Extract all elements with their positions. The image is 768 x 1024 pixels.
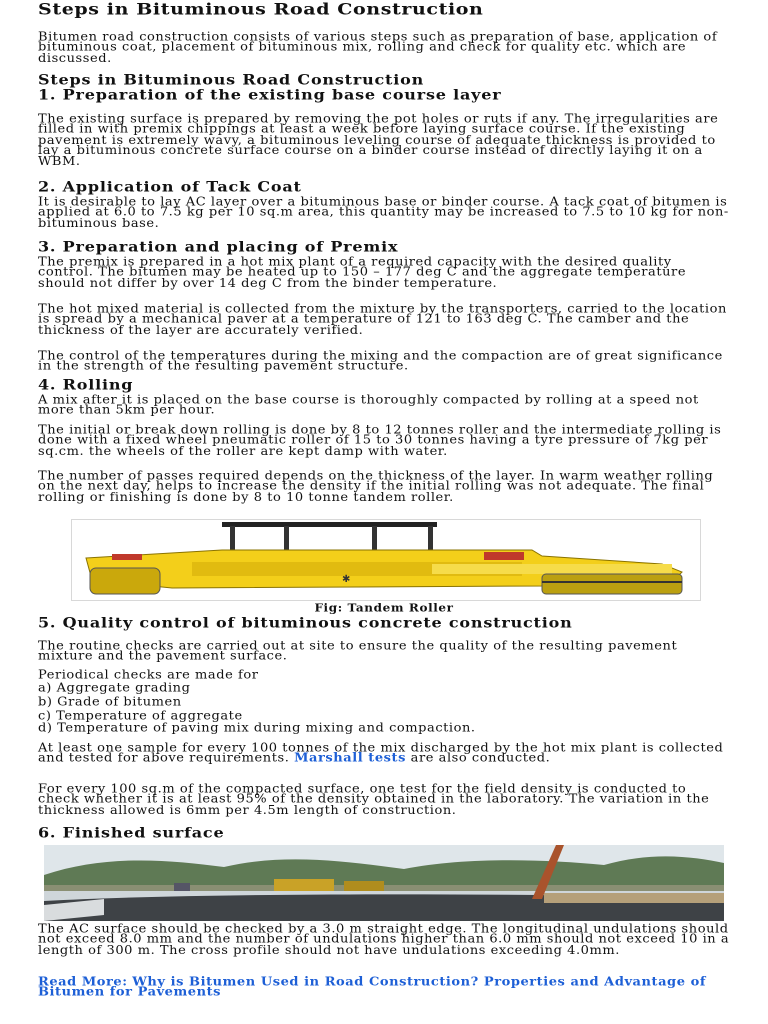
tandem-roller-image <box>71 519 701 601</box>
section-5-paragraph-3-tail: are also conducted. <box>410 751 551 766</box>
marshall-tests-link[interactable]: Marshall tests <box>294 751 406 766</box>
section-3-paragraph-1: The premix is prepared in a hot mix plant of a required capacity with the desired quality control. The bitumen may be heated up to 150 – 177 deg C and the aggregate temperature should not differ by over 14 deg C from the binder temperature. <box>38 255 687 291</box>
section-1-heading: 1. Preparation of the existing base course layer <box>38 86 502 103</box>
read-more-link[interactable]: Why is Bitumen Used in Road Construction? Properties and Advantage of Bitumen for Pavements <box>38 975 706 1000</box>
section-2-paragraph-1: It is desirable to lay AC layer over a bituminous base or binder course. A tack coat of bitumen is applied at 6.0 to 7.5 kg per 10 sq.m area, this quantity may be increased to 7.5 to 10 kg for non-bituminous base. <box>38 195 729 231</box>
section-2-heading: 2. Application of Tack Coat <box>38 178 302 195</box>
finished-road-image <box>44 845 724 921</box>
section-5-heading: 5. Quality control of bituminous concrete construction <box>38 614 573 631</box>
section-5-paragraph-2: Periodical checks are made for <box>38 668 259 683</box>
section-4-paragraph-2: The initial or break down rolling is done by 8 to 12 tonnes roller and the intermediate rolling is done with a fixed wheel pneumatic roller of 15 to 30 tonnes having a tyre pressure of 7kg per sq.cm. the wheels of the roller are kept damp with water. <box>38 423 722 459</box>
checklist-item: a) Aggregate grading <box>38 681 191 696</box>
figure-caption: Fig: Tandem Roller <box>314 601 454 615</box>
intro-paragraph: Bitumen road construction consists of various steps such as preparation of base, application of bituminous coat, placement of bituminous mix, rolling and check for quality etc. which are discussed. <box>38 30 718 66</box>
checklist-item: c) Temperature of aggregate <box>38 709 243 724</box>
section-1-paragraph-1: The existing surface is prepared by removing the pot holes or ruts if any. The irregularities are filled in with premix chippings at least a week before laying surface course. If the existing pavement is extremely wavy, a bituminous leveling course of adequate thickness is provided to lay a bituminous concrete surface course on a binder course instead of directly laying it on a WBM. <box>38 112 719 169</box>
finished-road-illustration <box>44 845 724 921</box>
section-4-paragraph-1: A mix after it is placed on the base course is thoroughly compacted by rolling at a speed not more than 5km per hour. <box>38 393 699 418</box>
svg-text:✱: ✱ <box>342 574 351 585</box>
section-4-heading: 4. Rolling <box>38 376 134 393</box>
section-3-paragraph-3: The control of the temperatures during the mixing and the compaction are of great significance in the strength of the resulting pavement structure. <box>38 349 723 374</box>
page-title: Steps in Bituminous Road Construction <box>38 0 484 19</box>
read-more <box>38 977 730 998</box>
section-5-paragraph-4: For every 100 sq.m of the compacted surface, one test for the field density is conducted to check whether it is at least 95% of the density obtained in the laboratory. The variation in the thickness allowed is 6mm per 4.5m length of construction. <box>38 782 710 818</box>
checklist-item: d) Temperature of paving mix during mixing and compaction. <box>38 721 476 736</box>
section-5-paragraph-3 <box>38 743 730 764</box>
section-3-paragraph-2: The hot mixed material is collected from the mixture by the transporters, carried to the location is spread by a mechanical paver at a temperature of 121 to 163 deg C. The camber and the thickness of the layer are accurately verified. <box>38 302 727 338</box>
checklist-item: b) Grade of bitumen <box>38 695 182 710</box>
section-6-paragraph-1: The AC surface should be checked by a 3.0 m straight edge. The longitudinal undulations should not exceed 8.0 mm and the number of undulations higher than 6.0 mm should not exceed 10 in a length of 300 m. The cross profile should not have undulations exceeding 4.0mm. <box>38 922 730 958</box>
section-4-paragraph-3: The number of passes required depends on the thickness of the layer. In warm weather rolling on the next day, helps to increase the density if the initial rolling was not adequate. The final rolling or finishing is done by 8 to 10 tonne tandem roller. <box>38 469 714 505</box>
tandem-roller-illustration <box>72 520 700 600</box>
read-more-label: Read More: <box>38 975 128 990</box>
section-5-paragraph-3-text: At least one sample for every 100 tonnes of the mix discharged by the hot mix plant is collected and tested for above requirements. <box>38 741 724 766</box>
section-5-paragraph-1: The routine checks are carried out at site to ensure the quality of the resulting pavement mixture and the pavement surface. <box>38 639 678 664</box>
steps-heading: Steps in Bituminous Road Construction <box>38 71 425 88</box>
section-6-heading: 6. Finished surface <box>38 824 225 841</box>
section-3-heading: 3. Preparation and placing of Premix <box>38 238 399 255</box>
